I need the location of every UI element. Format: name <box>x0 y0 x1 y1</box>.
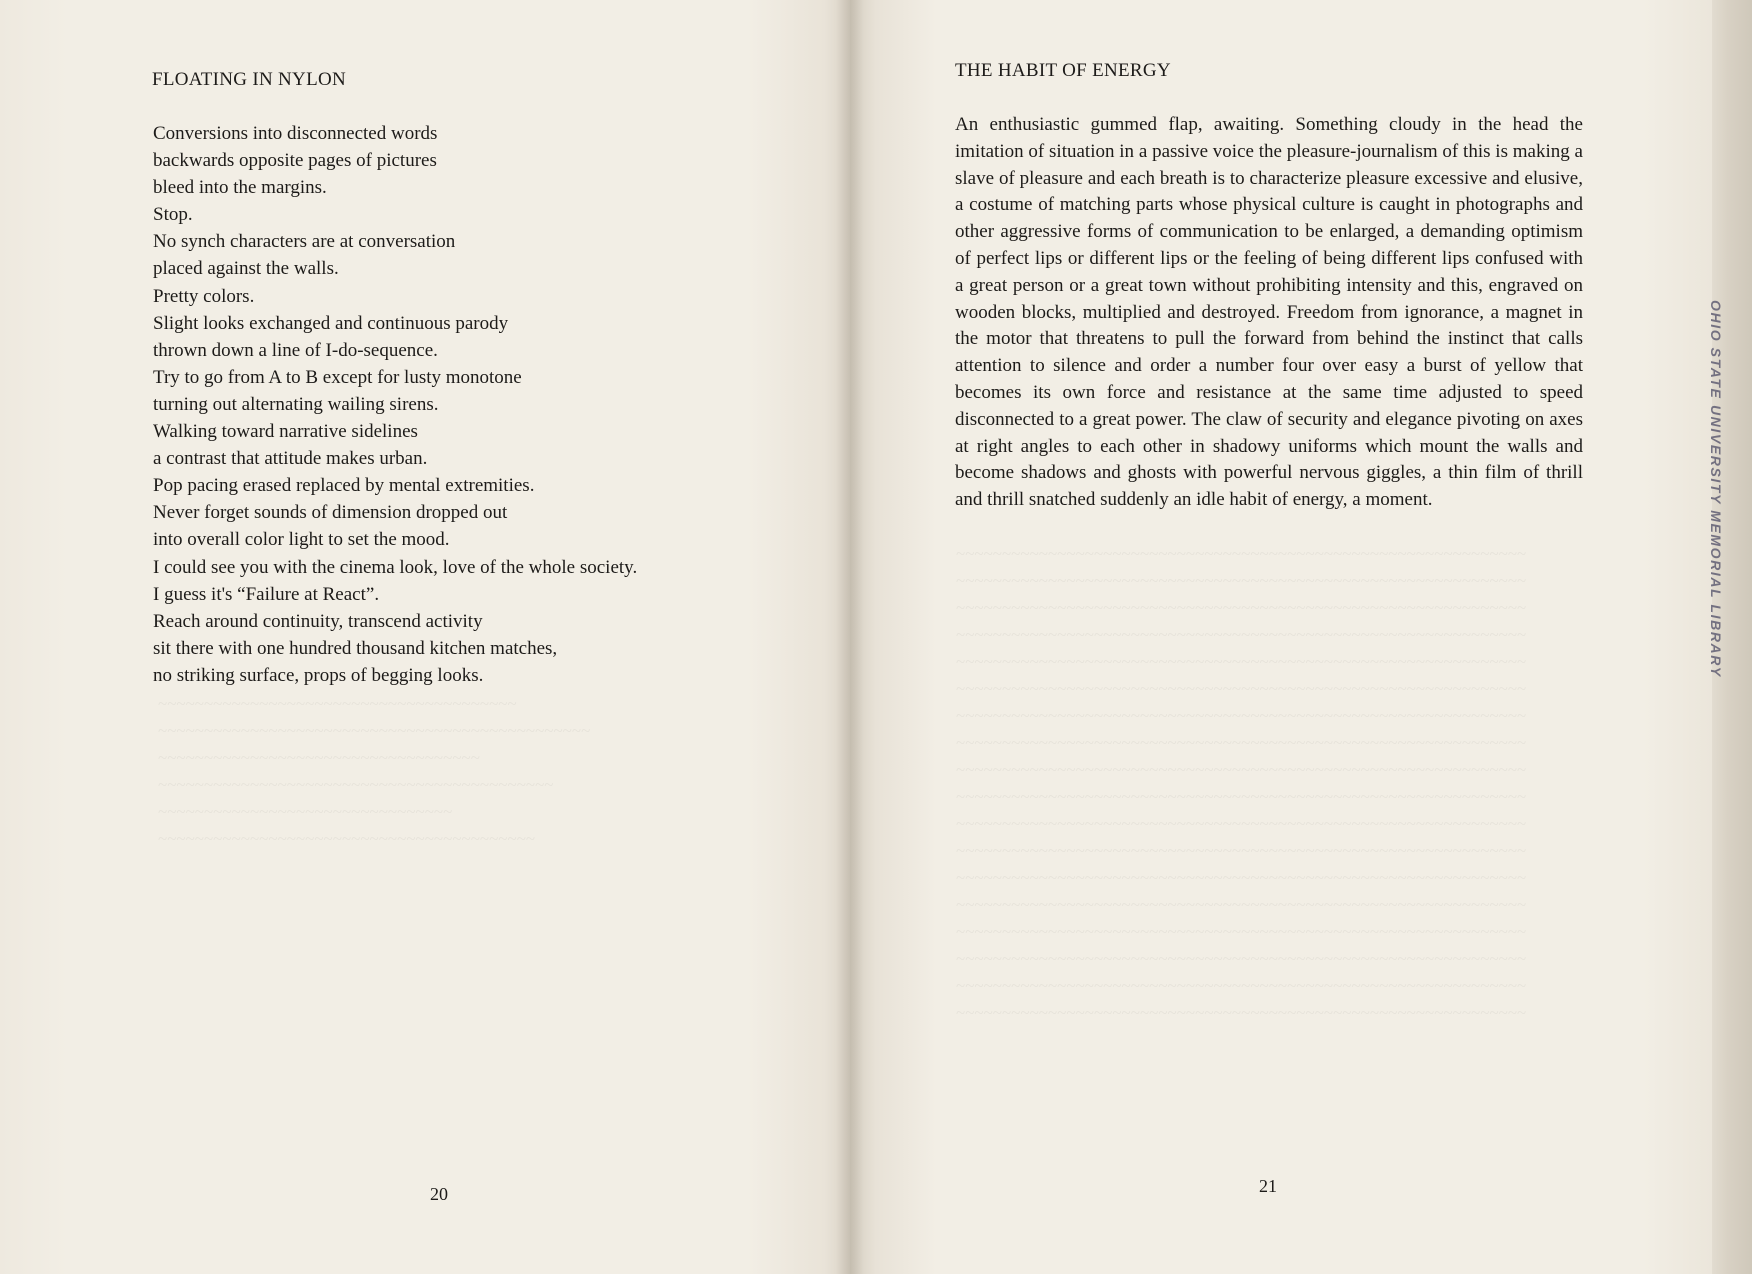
poem-line: bleed into the margins. <box>153 177 327 199</box>
prose-title: THE HABIT OF ENERGY <box>955 60 1171 81</box>
library-stamp-text: OHIO STATE UNIVERSITY MEMORIAL LIBRARY <box>1708 300 1724 678</box>
page-number-right: 21 <box>1259 1176 1277 1196</box>
poem-line: Reach around continuity, transcend activity <box>153 610 483 632</box>
poem-line: I could see you with the cinema look, love of the whole society. <box>153 556 638 578</box>
show-through-text-right: ~~~~~~~~~~~~~~~~~~~~~~~~~~~~~~~~~~~~~~~~~~~~~~~~~~~~~~~~~~~~~~ ~~~~~~~~~~~~~~~~~~~~~~~~~~~~~~~~~~~~~~~~~~~~~~~~~~~~~~~~~~~~~~ ~~~~~~~~~~~~~~~~~~~~~~~~~~~~~~~~~~~~~~~~~~~~~~~~~~~~~~~~~~~~~~ ~~~~~~~~~~~~~~~~~~~~~~~~~~~~~~~~~~~~~~~~~~~~~~~~~~~~~~~~~~~~~~ ~~~~~~~~~~~~~~~~~~~~~~~~~~~~~~~~~~~~~~~~~~~~~~~~~~~~~~~~~~~~~~ ~~~~~~~~~~~~~~~~~~~~~~~~~~~~~~~~~~~~~~~~~~~~~~~~~~~~~~~~~~~~~~ ~~~~~~~~~~~~~~~~~~~~~~~~~~~~~~~~~~~~~~~~~~~~~~~~~~~~~~~~~~~~~~ ~~~~~~~~~~~~~~~~~~~~~~~~~~~~~~~~~~~~~~~~~~~~~~~~~~~~~~~~~~~~~~ ~~~~~~~~~~~~~~~~~~~~~~~~~~~~~~~~~~~~~~~~~~~~~~~~~~~~~~~~~~~~~~ ~~~~~~~~~~~~~~~~~~~~~~~~~~~~~~~~~~~~~~~~~~~~~~~~~~~~~~~~~~~~~~ ~~~~~~~~~~~~~~~~~~~~~~~~~~~~~~~~~~~~~~~~~~~~~~~~~~~~~~~~~~~~~~ ~~~~~~~~~~~~~~~~~~~~~~~~~~~~~~~~~~~~~~~~~~~~~~~~~~~~~~~~~~~~~~ ~~~~~~~~~~~~~~~~~~~~~~~~~~~~~~~~~~~~~~~~~~~~~~~~~~~~~~~~~~~~~~ ~~~~~~~~~~~~~~~~~~~~~~~~~~~~~~~~~~~~~~~~~~~~~~~~~~~~~~~~~~~~~~ ~~~~~~~~~~~~~~~~~~~~~~~~~~~~~~~~~~~~~~~~~~~~~~~~~~~~~~~~~~~~~~ ~~~~~~~~~~~~~~~~~~~~~~~~~~~~~~~~~~~~~~~~~~~~~~~~~~~~~~~~~~~~~~ ~~~~~~~~~~~~~~~~~~~~~~~~~~~~~~~~~~~~~~~~~~~~~~~~~~~~~~~~~~~~~~ ~~~~~~~~~~~~~~~~~~~~~~~~~~~~~~~~~~~~~~~~~~~~~~~~~~~~~~~~~~~~~~ <box>956 544 1527 1022</box>
book-gutter <box>836 0 864 1274</box>
prose-paragraph: An enthusiastic gummed flap, awaiting. Something cloudy in the head the imitation of situation in a passive voice the pleasure-journalism of this is making a slave of pleasure and each breath is to characterize pleasure excessive and elusive, a costume of matching parts whose physical culture is caught in photographs and other aggressive forms of communication to be enlarged, a demanding optimism of perfect lips or different lips or the feeling of being different lips confused with a great person or a great town without prohibiting intensity and this, engraved on wooden blocks, multiplied and destroyed. Freedom from ignorance, a magnet in the motor that threatens to pull the forward from behind the instinct that calls attention to silence and order a number four over easy a burst of yellow that becomes its own force and resistance at the same time adjusted to speed disconnected to a great power. The claw of security and elegance pivoting on axes at right angles to each other in shadowy uniforms which mount the walls and become shadows and ghosts with powerful nervous giggles, a thin film of thrill and thrill snatched suddenly an idle habit of energy, a moment. <box>955 114 1583 511</box>
poem-line: placed against the walls. <box>153 258 339 280</box>
poem-line: no striking surface, props of begging looks. <box>153 664 484 686</box>
poem-line: Slight looks exchanged and continuous parody <box>153 312 509 334</box>
poem-line: backwards opposite pages of pictures <box>153 150 437 172</box>
poem-line: I guess it's “Failure at React”. <box>153 583 380 605</box>
poem-line: thrown down a line of I-do-sequence. <box>153 339 438 361</box>
poem-line: No synch characters are at conversation <box>153 231 456 253</box>
poem-line: Never forget sounds of dimension dropped out <box>153 502 508 524</box>
poem-line: Walking toward narrative sidelines <box>153 421 418 443</box>
left-page <box>0 0 850 1274</box>
library-stamp <box>1708 300 1742 800</box>
poem-line: into overall color light to set the mood. <box>153 529 450 551</box>
poem-line: Pop pacing erased replaced by mental extremities. <box>153 475 535 497</box>
poem-body <box>153 120 637 689</box>
page-number-left: 20 <box>430 1184 448 1204</box>
poem-line: Try to go from A to B except for lusty monotone <box>153 366 522 388</box>
show-through-text-left: ~~~~~~~~~~~~~~~~~~~~~~~~~~~~~~~~~~~~~~~ ~~~~~~~~~~~~~~~~~~~~~~~~~~~~~~~~~~~~~~~~~~~~~~~ ~~~~~~~~~~~~~~~~~~~~~~~~~~~~~~~~~~~ ~~~~~~~~~~~~~~~~~~~~~~~~~~~~~~~~~~~~~~~~~~~ ~~~~~~~~~~~~~~~~~~~~~~~~~~~~~~~~ ~~~~~~~~~~~~~~~~~~~~~~~~~~~~~~~~~~~~~~~~~ <box>158 694 591 848</box>
poem-line: Stop. <box>153 204 193 226</box>
poem-line: a contrast that attitude makes urban. <box>153 448 428 470</box>
poem-title: FLOATING IN NYLON <box>152 69 347 90</box>
poem-line: Conversions into disconnected words <box>153 123 438 144</box>
poem-line: Pretty colors. <box>153 285 255 307</box>
poem-line: turning out alternating wailing sirens. <box>153 393 439 415</box>
poem-line: sit there with one hundred thousand kitchen matches, <box>153 637 558 659</box>
